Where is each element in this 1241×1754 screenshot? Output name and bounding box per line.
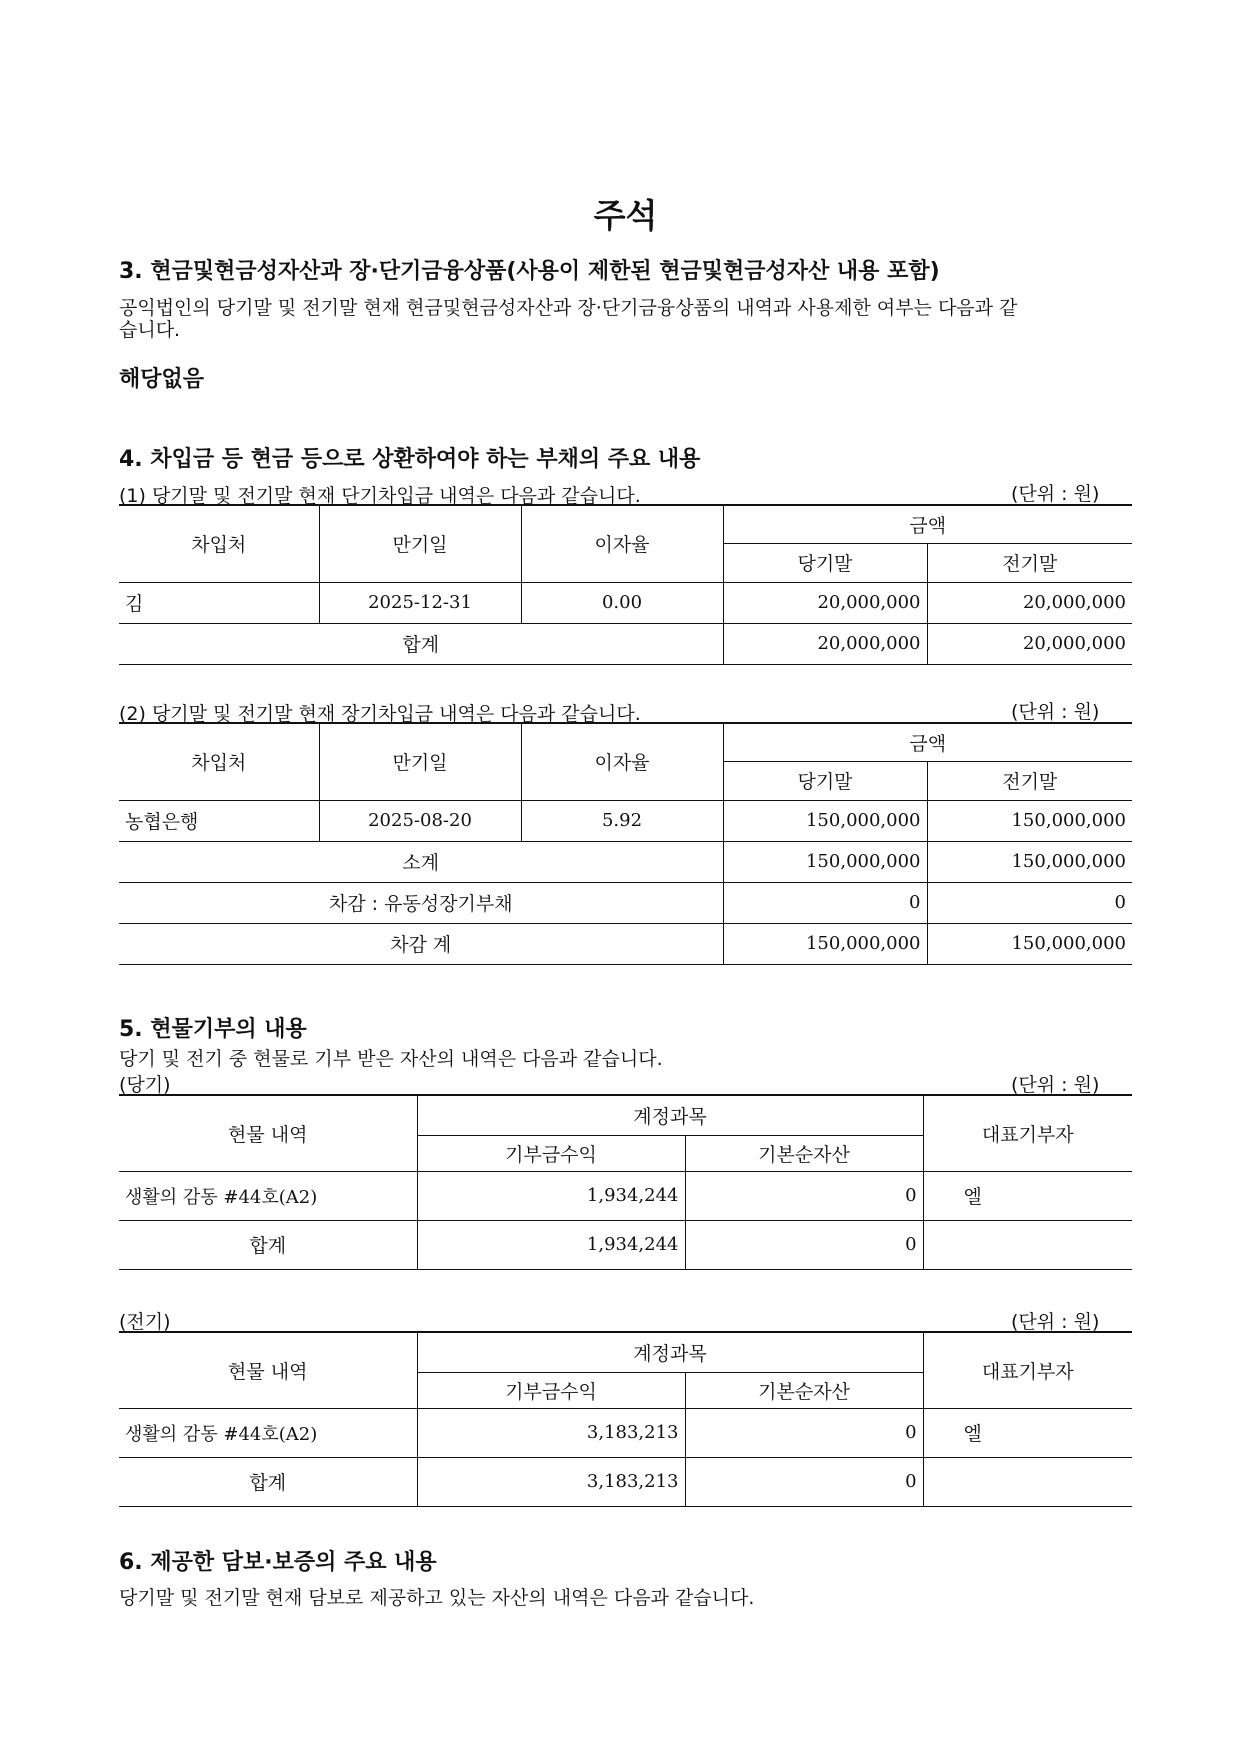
current-period-unit: (단위 : 원) — [1011, 1074, 1100, 1096]
net-total-row — [119, 923, 1132, 964]
header-rate: 이자율 — [521, 723, 723, 800]
cell-donation-revenue: 1,934,244 — [417, 1171, 685, 1220]
cell-lender: 농협은행 — [125, 811, 199, 833]
header-prior: 전기말 — [927, 761, 1132, 800]
short-term-borrowings-table — [119, 504, 1132, 665]
section-3-heading: 3. 현금및현금성자산과 장·단기금융상품(사용이 제한된 현금및현금성자산 내용 포함) — [119, 259, 940, 284]
cell-lender: 김 — [125, 593, 144, 615]
current-portion-prior: 0 — [927, 882, 1132, 923]
header-rate: 이자율 — [521, 505, 723, 582]
current-portion-current: 0 — [723, 882, 927, 923]
total-label: 합계 — [249, 1235, 287, 1257]
total-basic-net-assets: 0 — [685, 1220, 923, 1269]
header-item: 현물 내역 — [119, 1095, 417, 1171]
subtotal-row — [119, 841, 1132, 882]
in-kind-donations-current-table — [119, 1094, 1132, 1270]
prior-period-unit: (단위 : 원) — [1011, 1311, 1100, 1333]
header-basic-net-assets: 기본순자산 — [685, 1372, 923, 1408]
section-3-description — [119, 297, 1132, 341]
total-donation-revenue: 3,183,213 — [417, 1457, 685, 1506]
total-label: 합계 — [249, 1472, 287, 1494]
table-row — [119, 800, 1132, 841]
table-row — [119, 582, 1132, 623]
cell-rate: 0.00 — [521, 582, 723, 623]
cell-prior: 150,000,000 — [927, 800, 1132, 841]
short-term-borrowings-caption: (1) 당기말 및 전기말 현재 단기차입금 내역은 다음과 같습니다. — [119, 485, 641, 507]
header-current: 당기말 — [723, 543, 927, 582]
section-3-description-line-2: 습니다. — [119, 319, 181, 341]
cell-rate: 5.92 — [521, 800, 723, 841]
total-row — [119, 1457, 1132, 1506]
header-lender: 차입처 — [119, 505, 319, 582]
total-current: 20,000,000 — [723, 623, 927, 664]
subtotal-current: 150,000,000 — [723, 841, 927, 882]
section-3-none-note: 해당없음 — [119, 367, 205, 392]
total-row — [119, 623, 1132, 664]
subtotal-prior: 150,000,000 — [927, 841, 1132, 882]
long-term-borrowings-caption: (2) 당기말 및 전기말 현재 장기차입금 내역은 다음과 같습니다. — [119, 703, 641, 725]
header-account: 계정과목 — [417, 1095, 923, 1135]
section-6-description: 당기말 및 전기말 현재 담보로 제공하고 있는 자산의 내역은 다음과 같습니다. — [119, 1587, 755, 1609]
section-5-heading: 5. 현물기부의 내용 — [119, 1017, 307, 1042]
cell-current: 150,000,000 — [723, 800, 927, 841]
header-prior: 전기말 — [927, 543, 1132, 582]
section-6-heading: 6. 제공한 담보·보증의 주요 내용 — [119, 1550, 437, 1575]
net-total-label: 차감 계 — [390, 934, 452, 956]
section-4-heading: 4. 차입금 등 현금 등으로 상환하여야 하는 부채의 주요 내용 — [119, 447, 701, 472]
subtotal-label: 소계 — [402, 852, 440, 874]
current-period-label: (당기) — [119, 1074, 171, 1096]
header-lender: 차입처 — [119, 723, 319, 800]
header-donor: 대표기부자 — [923, 1332, 1132, 1408]
section-5-description: 당기 및 전기 중 현물로 기부 받은 자산의 내역은 다음과 같습니다. — [119, 1048, 663, 1070]
net-total-prior: 150,000,000 — [927, 923, 1132, 964]
header-amount: 금액 — [723, 723, 1132, 761]
header-maturity: 만기일 — [319, 505, 521, 582]
table-row — [119, 1171, 1132, 1220]
cell-donor: 엘 — [923, 1408, 1132, 1457]
cell-item: 생활의 감동 #44호(A2) — [125, 1423, 318, 1445]
total-donor — [923, 1457, 1132, 1506]
total-prior: 20,000,000 — [927, 623, 1132, 664]
header-basic-net-assets: 기본순자산 — [685, 1135, 923, 1171]
page-title: 주석 — [593, 196, 658, 235]
header-item: 현물 내역 — [119, 1332, 417, 1408]
current-portion-row — [119, 882, 1132, 923]
header-donor: 대표기부자 — [923, 1095, 1132, 1171]
total-basic-net-assets: 0 — [685, 1457, 923, 1506]
header-current: 당기말 — [723, 761, 927, 800]
header-donation-revenue: 기부금수익 — [417, 1372, 685, 1408]
header-donation-revenue: 기부금수익 — [417, 1135, 685, 1171]
cell-maturity: 2025-08-20 — [319, 800, 521, 841]
current-portion-label: 차감 : 유동성장기부채 — [328, 893, 513, 915]
total-row — [119, 1220, 1132, 1269]
net-total-current: 150,000,000 — [723, 923, 927, 964]
short-term-borrowings-unit: (단위 : 원) — [1011, 483, 1100, 505]
long-term-borrowings-table — [119, 722, 1132, 965]
cell-current: 20,000,000 — [723, 582, 927, 623]
cell-donation-revenue: 3,183,213 — [417, 1408, 685, 1457]
header-account: 계정과목 — [417, 1332, 923, 1372]
long-term-borrowings-unit: (단위 : 원) — [1011, 701, 1100, 723]
table-row — [119, 1408, 1132, 1457]
header-maturity: 만기일 — [319, 723, 521, 800]
prior-period-label: (전기) — [119, 1311, 171, 1333]
total-donation-revenue: 1,934,244 — [417, 1220, 685, 1269]
section-3-description-line-1: 공익법인의 당기말 및 전기말 현재 현금및현금성자산과 장·단기금융상품의 내역과 사용제한 여부는 다음과 같 — [119, 297, 1018, 319]
cell-maturity: 2025-12-31 — [319, 582, 521, 623]
total-label: 합계 — [402, 634, 440, 656]
cell-basic-net-assets: 0 — [685, 1171, 923, 1220]
header-amount: 금액 — [723, 505, 1132, 543]
cell-item: 생활의 감동 #44호(A2) — [125, 1186, 318, 1208]
in-kind-donations-prior-table — [119, 1331, 1132, 1507]
total-donor — [923, 1220, 1132, 1269]
cell-donor: 엘 — [923, 1171, 1132, 1220]
cell-prior: 20,000,000 — [927, 582, 1132, 623]
cell-basic-net-assets: 0 — [685, 1408, 923, 1457]
